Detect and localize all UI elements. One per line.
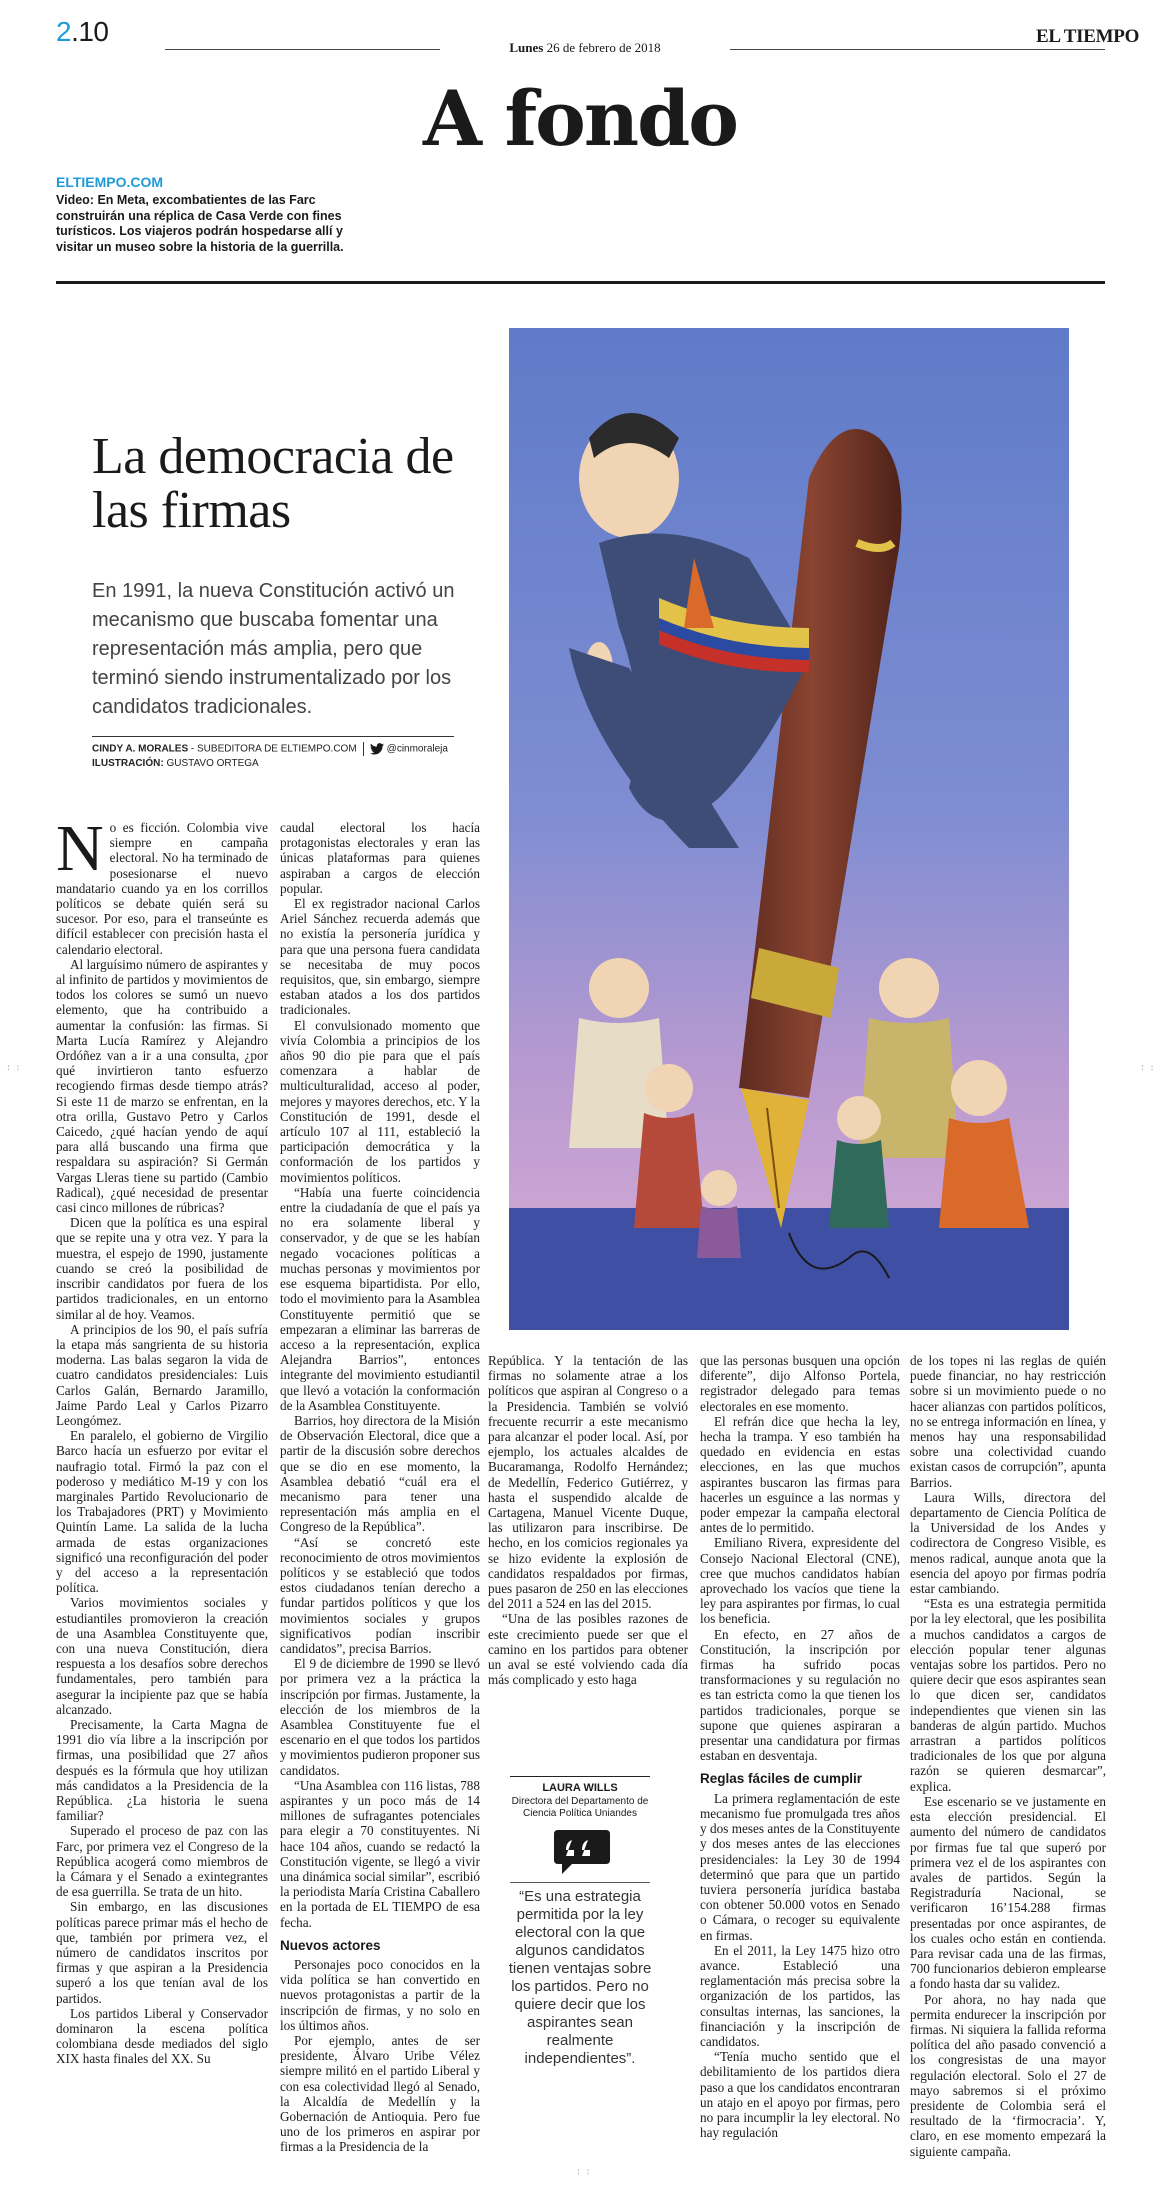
illustration [509, 328, 1069, 1330]
pullquote-top-rule [510, 1776, 650, 1777]
paragraph: El refrán dice que hecha la ley, hecha la trampa. Y eso también ha quedado en evidencia en estas elecciones, en las que muchos aspirantes buscaron las firmas para hacerles un esguince a las normas y poder empezar la campaña electoral antes de lo permitido. [700, 1413, 900, 1536]
pullquote-mid-rule [510, 1882, 650, 1883]
paragraph: “Tenía mucho sentido que el debilitamiento de los partidos diera paso a que los candidatos encontraran un atajo en el apoyo por firmas, pero no para incumplir la ley electoral. No hay regulación [700, 2049, 900, 2141]
paragraph: A principios de los 90, el país sufría la etapa más sangrienta de su historia moderna. Las balas segaron la vida de cuatro candidatos presidenciales: Luis Carlos Galán, Bernardo Jaramillo, Jaime Pardo Leal y Carlos Pizarro Leongómez. [56, 1321, 268, 1428]
paragraph: En el 2011, la Ley 1475 hizo otro avance. Estableció una reglamentación más precisa sobre la organización de los partidos, las consultas internas, las sanciones, la financiación y la inscripción de candidatos. [700, 1942, 900, 2049]
paragraph: Por ahora, no hay nada que permita endurecer la inscripción por firmas. Ni siquiera la fallida reforma política del año pasado convenció a los congresistas de una mayor regulación electoral. Solo el 27 de mayo sabremos si el próximo presidente de Colombia será el resultado de la ‘firmocracia’. Y, claro, en ese momento empezará la siguiente campaña. [910, 1991, 1106, 2159]
pullquote-text: “Es una estrategia permitida por la ley electoral con la que algunos candidatos tienen ventajas sobre los partidos. Pero no quiere decir que los aspirantes sean realmente independientes”. [508, 1888, 652, 2067]
paragraph: “Había una fuerte coincidencia entre la ciudadanía de que el país ya no era solamente liberal y conservador, y de que se les habían negado vocaciones políticas a muchas personas y movimientos por ese esquema bipartidista. Por ello, todo el movimiento para la Asamblea Constituyente permitió que se empezaran a eliminar las barreras de acceso a la representación, explica Alejandra Barrios”, entonces integrante del movimiento estudiantil que llevó a votación la conformación de la Asamblea Constituyente. [280, 1184, 480, 1413]
paragraph: Dicen que la política es una espiral que se repite una y otra vez. Y para la muestra, el espejo de 1990, justamente cuando se creó la posibilidad de inscribir candidatos por fuera de los partidos tradicionales, en un entorno similar al de hoy. Veamos. [56, 1215, 268, 1322]
quote-icon [552, 1826, 612, 1876]
paragraph: que las personas busquen una opción diferente”, dijo Alfonso Portela, registrador delegado para temas electorales en ese momento. [700, 1353, 900, 1414]
section-title: A fondo [423, 74, 737, 163]
credits-rule [92, 736, 454, 737]
illustration-label: ILUSTRACIÓN: [92, 757, 164, 769]
web-label[interactable]: ELTIEMPO.COM [56, 174, 164, 190]
paragraph: La primera reglamentación de este mecanismo fue promulgada tres años y dos meses antes de la Constituyente y dos meses antes de las elecciones presidenciales: la Ley 30 de 1994 determinó que para que un partido tuviera personería jurídica bastaba con obtener 50.000 votos en Senado o Cámara, o recoger su equivalente en firmas. [700, 1790, 900, 1943]
paragraph: En paralelo, el gobierno de Virgilio Barco hacía un esfuerzo por evitar el naufragio total. Firmó la paz con el poderoso y mediático M-19 y con los marginales Partido Revolucionario de los Trabajadores (PRT) y Movimiento Quintín Lame. La salida de la lucha armada de estas organizaciones significó una reconfiguración del poder y del acceso a la representación política. [56, 1428, 268, 1596]
illustrator-name: GUSTAVO ORTEGA [163, 757, 259, 769]
paragraph: Superado el proceso de paz con las Farc, por primera vez el Congreso de la República acogerá como miembros de la Cámara y el Senado a exintegrantes de esa guerrilla. Se trata de un hito. [56, 1823, 268, 1900]
byline-divider [363, 742, 364, 756]
date-day: Lunes [509, 40, 544, 55]
pullquote-role: Directora del Departamento de Ciencia Política Uniandes [511, 1796, 649, 1819]
paragraph: Precisamente, la Carta Magna de 1991 dio vía libre a la inscripción por firmas, una posibilidad que 27 años después es la fórmula que hoy utilizan más candidatos a la Presidencia de la República. ¿La historia le suena familiar? [56, 1716, 268, 1824]
web-video-teaser: Video: En Meta, excombatientes de las Farc construirán una réplica de Casa Verde con fines turísticos. Los viajeros podrán hospedarse allí y visitar un museo sobre la historia de la guerrilla. [56, 193, 344, 254]
article-column-1: No es ficción. Colombia vive siempre en campaña electoral. No ha terminado de posesionarse el nuevo mandatario cuando ya en los corrillos políticos se debate quién será su sucesor. Por eso, para el transeúnte es difícil establecer con precisión hasta el calendario electoral. Al larguísimo número de aspirantes y al infinito de partidos y movimientos de todos los colores se sumó un nuevo elemento, que ha contribuido a aumentar la confusión: las firmas. Si Marta Lucía Ramírez y Alejandro Ordóñez van a ir a una consulta, ¿por qué invirtieron tanto esfuerzo recogiendo firmas desde tiempo atrás? Si este 11 de marzo se enfrentan, en la otra orilla, Gustavo Petro y Carlos Caicedo, ¿qué hacían yendo de aquí para allá buscando una firma que respaldara su aspiración? Si Germán Vargas Lleras tiene su partido (Cambio Radical), ¿qué necesidad de presentar casi cinco millones de rúbricas? Dicen que la política es una espiral que se repite una y otra vez. Y para la muestra, el espejo de 1990, justamente cuando se creó la posibilidad de inscribir candidatos por fuera de los partidos tradicionales, en un entorno similar al de hoy. Veamos. A principios de los 90, el país sufría la etapa más sangrienta de su historia moderna. Las balas segaron la vida de cuatro candidatos presidenciales: Luis Carlos Galán, Bernardo Jaramillo, Jaime Pardo Leal y Carlos Pizarro Leongómez. En paralelo, el gobierno de Virgilio Barco hacía un esfuerzo por evitar el naufragio total. Firmó la paz con el poderoso y mediático M-19 y con los marginales Partido Revolucionario de los Trabajadores (PRT) y Movimiento Quintín Lame. La salida de la lucha armada de estas organizaciones significó una reconfiguración del poder y del acceso a la representación política. Varios movimientos sociales y estudiantiles promovieron la creación de una Asamblea Constituyente que, con una nueva Constitución, diera respuesta a los desafíos sobre derechos fundamentales, pero también para asegurar la incipiente paz que se había alcanzado. Precisamente, la Carta Magna de 1991 dio vía libre a la inscripción por firmas, una posibilidad que 27 años después es la fórmula que hoy utilizan más candidatos a la Presidencia de la República. ¿La historia le suena familiar? Superado el proceso de paz con las Farc, por primera vez el Congreso de la República acogerá como miembros de la Cámara y el Senado a exintegrantes de esa guerrilla. Se trata de un hito. Sin embargo, en las discusiones políticas parece primar más el hecho de que, también por primera vez, el número de candidatos inscritos por firmas y que aspiran a la Presidencia superó a los que tenían aval de los partidos. Los partidos Liberal y Conservador dominaron la escena política colombiana desde mediados del siglo XIX hasta finales del XX. Su [56, 820, 268, 2067]
paragraph: “Una Asamblea con 116 listas, 788 aspirantes y un poco más de 14 millones de sufragantes potenciales para elegir a 70 constituyentes. Ni hace 104 años, cuando se redactó la Constitución vigente, se llegó a vivir una dinámica social similar”, escribió la periodista María Cristina Caballero en la portada de EL TIEMPO de esa fecha. [280, 1777, 480, 1930]
paragraph: de los topes ni las reglas de quién puede financiar, no hay restricción sobre si un movimiento puede o no hacer alianzas con partidos políticos, no se entrega información en línea, y menos hay una responsabilidad sobre una colectividad cuando existan casos de corrupción”, apunta Barrios. [910, 1353, 1106, 1490]
article-column-2 [280, 820, 480, 2175]
paragraph: Por ejemplo, antes de ser presidente, Álvaro Uribe Vélez siempre militó en el partido Liberal y con esa colectividad llegó al Senado, la Alcaldía de Medellín y la Gobernación de Antioquia. Pero fue uno de los primeros en aspirar por firmas a la Presidencia de la [280, 2033, 480, 2155]
subhead-nuevos-actores: Nuevos actores [280, 1937, 381, 1953]
dropcap: N [56, 820, 104, 885]
author-name: CINDY A. MORALES [92, 743, 189, 755]
paragraph: República. Y la tentación de las firmas no solamente atrae a los políticos que aspiran al Congreso o a la Presidencia. También se volvió frecuente recurrir a este mecanismo para alcanzar el poder local. Así, por ejemplo, los actuales alcaldes de Bucaramanga, Rodolfo Hernández; de Medellín, Federico Gutiérrez, y hasta el suspendido alcalde de Cartagena, Manuel Vicente Duque, las utilizaron para inscribirse. De hecho, en los comicios regionales ya se hizo evidente la explosión de candidatos respaldados por firmas, pues pasaron de 250 en las elecciones del 2011 a 524 en las del 2015. [488, 1353, 688, 1612]
paragraph: Varios movimientos sociales y estudiantiles promovieron la creación de una Asamblea Constituyente que, con una nueva Constitución, diera respuesta a los desafíos sobre derechos fundamentales, pero también para asegurar la incipiente paz que se había alcanzado. [56, 1595, 268, 1717]
paragraph: El 9 de diciembre de 1990 se llevó por primera vez a la práctica la inscripción por firmas. Justamente, la elección de los miembros de la Asamblea Constituyente fue el escenario en el que todos los partidos y movimientos pudieron proponer sus candidatos. [280, 1656, 480, 1778]
header-rule [56, 281, 1105, 284]
paragraph: En efecto, en 27 años de Constitución, la inscripción por firmas ha sufrido pocas transformaciones y su regulación no es tan estricta como la que tienen los partidos tradicionales, porque se supone que quienes aspiraran a presentar una candidatura por firmas estaban en desventaja. [700, 1626, 900, 1764]
page-number: 2.10 [56, 16, 109, 47]
paragraph: Ese escenario se ve justamente en esta elección presidencial. El aumento del número de candidatos por firmas fue tal que superó por primera vez el de los aspirantes con avales de partidos. Según la Registraduría Nacional, se verificaron 16’154.288 firmas presentadas por once aspirantes, de los cuales ocho están en contienda. Para revisar cada una de las firmas, 700 funcionarios debieron emplearse a fondo hasta dar su validez. [910, 1793, 1106, 1992]
paragraph: El convulsionado momento que vivía Colombia a principios de los años 90 dio pie para que el país comenzara a hablar de multiculturalidad, acceso al poder, mejores y mayores derechos, etc. Y la Constitución de 1991, desde el artículo 107 al 111, estableció la participación democrática y la conformación de los partidos y movimientos políticos. [280, 1017, 480, 1185]
paragraph: Al larguísimo número de aspirantes y al infinito de partidos y movimientos de todos los colores se sumó un nuevo elemento, que ha contribuido a aumentar la confusión: las firmas. Si Marta Lucía Ramírez y Alejandro Ordóñez van a ir a una consulta, ¿por qué invirtieron tanto esfuerzo recogiendo firmas desde tiempo atrás? Si este 11 de marzo se enfrentan, en la otra orilla, Gustavo Petro y Carlos Caicedo, ¿qué hacían yendo de aquí para allá buscando una firma que respaldara su aspiración? Si Germán Vargas Lleras tiene su partido (Cambio Radical), ¿qué necesidad de presentar casi cinco millones de rúbricas? [56, 956, 268, 1216]
subhead-reglas: Reglas fáciles de cumplir [700, 1771, 863, 1787]
registration-mark-right: : : [1140, 1064, 1155, 1073]
paragraph: El ex registrador nacional Carlos Ariel Sánchez recuerda además que no existía la personería jurídica y para que una persona fuera candidata se necesitaba de muy pocos requisitos, que, sin embargo, siempre estaban atados a los dos partidos tradicionales. [280, 896, 480, 1018]
article-column-4 [700, 1353, 900, 2175]
article-headline: La democracia de las firmas [92, 428, 454, 539]
article-deck: En 1991, la nueva Constitución activó un mecanismo que buscaba fomentar una representación más amplia, pero que terminó siendo instrumentalizado por los candidatos tradicionales. [92, 580, 455, 718]
paragraph: “Así se concretó este reconocimiento de otros movimientos políticos y se estableció que todos estos ciudadanos tenían derecho a fundar partidos políticos y que los movimientos sociales y grupos significativos podían inscribir candidatos”, precisa Barrios. [280, 1534, 480, 1656]
twitter-handle[interactable]: @cinmoraleja [386, 743, 448, 755]
paragraph: Los partidos Liberal y Conservador dominaron la escena política colombiana desde mediados del siglo XIX hasta finales del XX. Su [56, 2005, 268, 2067]
paragraph: Sin embargo, en las discusiones políticas parece primar más el hecho de que, también por primera vez, el número de candidatos inscritos por firmas y que aspiran a la Presidencia superó a los que tenían aval de los partidos. [56, 1899, 268, 2006]
paragraph: Personajes poco conocidos en la vida política se han convertido en nuevos protagonistas a partir de la inscripción de firmas, y no solo en los últimos años. [280, 1957, 480, 2033]
paragraph: Emiliano Rivera, expresidente del Consejo Nacional Electoral (CNE), cree que muchos candidatos habían aprovechado los vacíos que tiene la ley para aspirantes por firmas, lo cual los beneficia. [700, 1535, 900, 1627]
byline [92, 742, 492, 771]
article-column-5 [910, 1353, 1106, 2175]
masthead: EL TIEMPO [1030, 26, 1139, 48]
pullquote-author: LAURA WILLS [542, 1782, 618, 1794]
paragraph: “Una de las posibles razones de este crecimiento puede ser que el camino en los partidos para obtener un aval se esté volviendo cada día más complicado y esto haga [488, 1611, 688, 1688]
registration-mark-left: : : [6, 1064, 21, 1073]
author-role: - SUBEDITORA DE ELTIEMPO.COM [188, 743, 357, 755]
paragraph: Laura Wills, directora del departamento de Ciencia Política de la Universidad de los Andes y codirectora de Congreso Visible, es menos radical, aunque anota que la esencia del apoyo por firmas podría estar cambiando. [910, 1489, 1106, 1597]
twitter-icon [370, 743, 384, 755]
paragraph: “Esta es una estrategia permitida por la ley electoral, que les posibilita a muchos candidatos a cargos de elección popular tener algunas ventajas sobre los partidos. Pero no quiere decir que esos aspirantes sean lo que dicen ser, candidatos independientes que vienen sin las banderas de algún partido. Muchos arrastran a partidos políticos tradicionales de los que por alguna razón se quieren desmarcar”, explica. [910, 1596, 1106, 1794]
paragraph: caudal electoral los hacía protagonistas electorales y eran las únicas plataformas para quienes aspiraban a cargos de elección popular. [280, 820, 480, 896]
paragraph: Barrios, hoy directora de la Misión de Observación Electoral, dice que a partir de la discusión sobre derechos que se dio en ese momento, la Asamblea debatió “cuál era el mecanismo para tener una representación más amplia en el Congreso de la República”. [280, 1412, 480, 1535]
date-line [440, 40, 730, 56]
date-rest: 26 de febrero de 2018 [543, 40, 661, 55]
registration-mark-bottom: : : [576, 2168, 591, 2177]
